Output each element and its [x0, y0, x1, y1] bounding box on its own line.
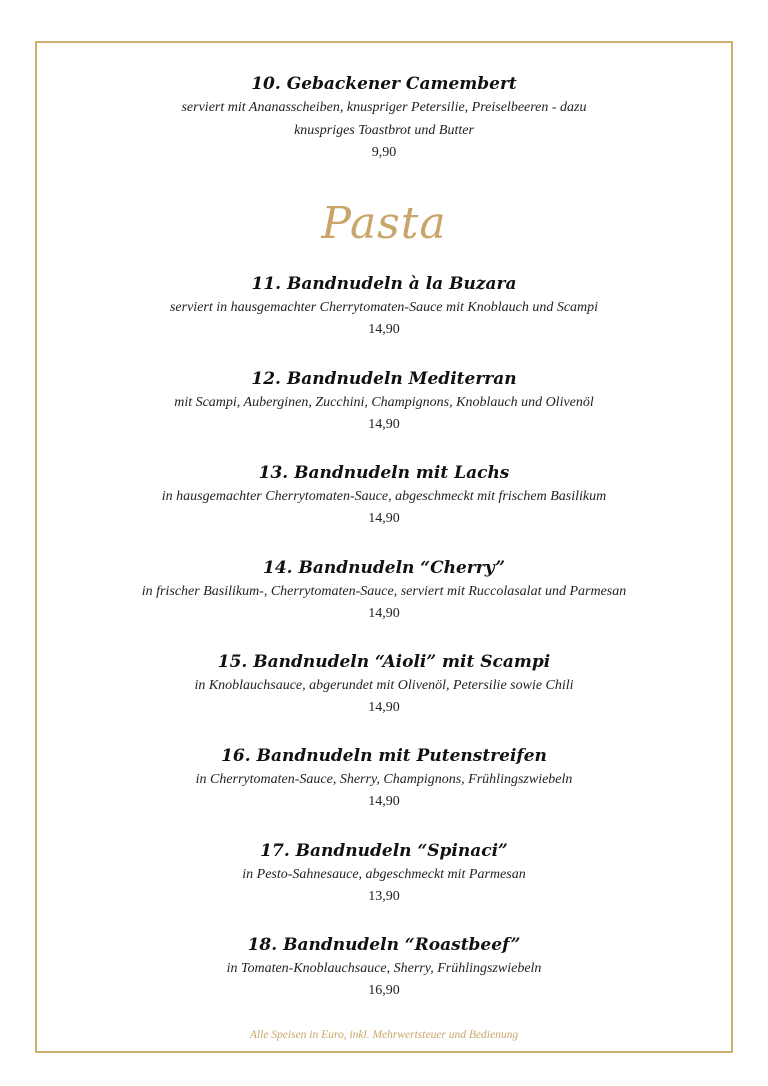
section-title-pasta: Pasta [321, 198, 447, 249]
menu-item-price: 16,90 [368, 983, 400, 998]
menu-item-description: in Cherrytomaten-Sauce, Sherry, Champignons, Frühlingszwiebeln [195, 772, 573, 787]
menu-item-title: 16. Bandnudeln mit Putenstreifen [221, 746, 547, 766]
menu-item-price: 14,90 [368, 606, 400, 621]
menu-item-price: 14,90 [368, 794, 400, 809]
menu-item-description: in Knoblauchsauce, abgerundet mit Olivenöl, Petersilie sowie Chili [194, 678, 574, 693]
menu-item-price: 14,90 [368, 417, 400, 432]
menu-item [0, 367, 768, 436]
menu-item-price: 14,90 [368, 322, 400, 337]
menu-item-price: 14,90 [368, 700, 400, 715]
menu-item-description: in Pesto-Sahnesauce, abgeschmeckt mit Parmesan [242, 867, 526, 882]
menu-item [0, 744, 768, 813]
menu-item-price: 13,90 [368, 889, 400, 904]
menu-item-title: 17. Bandnudeln “Spinaci” [260, 841, 508, 861]
menu-item-title: 15. Bandnudeln “Aioli” mit Scampi [217, 652, 551, 672]
menu-item [0, 272, 768, 341]
menu-item-title: 10. Gebackener Camembert [251, 74, 517, 94]
menu-item-camembert [0, 72, 768, 164]
menu-item-title: 13. Bandnudeln mit Lachs [258, 463, 510, 483]
menu-item [0, 839, 768, 908]
menu-item-title: 12. Bandnudeln Mediterran [251, 369, 517, 389]
menu-item [0, 461, 768, 530]
menu-item [0, 650, 768, 719]
menu-item-description-line-2: knuspriges Toastbrot und Butter [294, 123, 474, 138]
menu-item-description: in hausgemachter Cherrytomaten-Sauce, abgeschmeckt mit frischem Basilikum [161, 489, 607, 504]
menu-item-description: serviert in hausgemachter Cherrytomaten-Sauce mit Knoblauch und Scampi [169, 300, 599, 315]
menu-item-description: in frischer Basilikum-, Cherrytomaten-Sauce, serviert mit Ruccolasalat und Parmesan [141, 584, 627, 599]
menu-item-description: in Tomaten-Knoblauchsauce, Sherry, Frühlingszwiebeln [226, 961, 542, 976]
menu-item-price: 9,90 [371, 145, 397, 160]
menu-item-description: mit Scampi, Auberginen, Zucchini, Champignons, Knoblauch und Olivenöl [174, 395, 594, 410]
menu-item [0, 933, 768, 1002]
menu-item [0, 556, 768, 625]
menu-item-title: 14. Bandnudeln “Cherry” [263, 558, 505, 578]
menu-item-title: 11. Bandnudeln à la Buzara [251, 274, 517, 294]
menu-item-title: 18. Bandnudeln “Roastbeef” [247, 935, 521, 955]
menu-item-price: 14,90 [368, 511, 400, 526]
footer-price-note: Alle Speisen in Euro, inkl. Mehrwertsteuer und Bedienung [249, 1029, 519, 1041]
menu-item-description-line-1: serviert mit Ananasscheiben, knuspriger Petersilie, Preiselbeeren - dazu [181, 100, 587, 115]
